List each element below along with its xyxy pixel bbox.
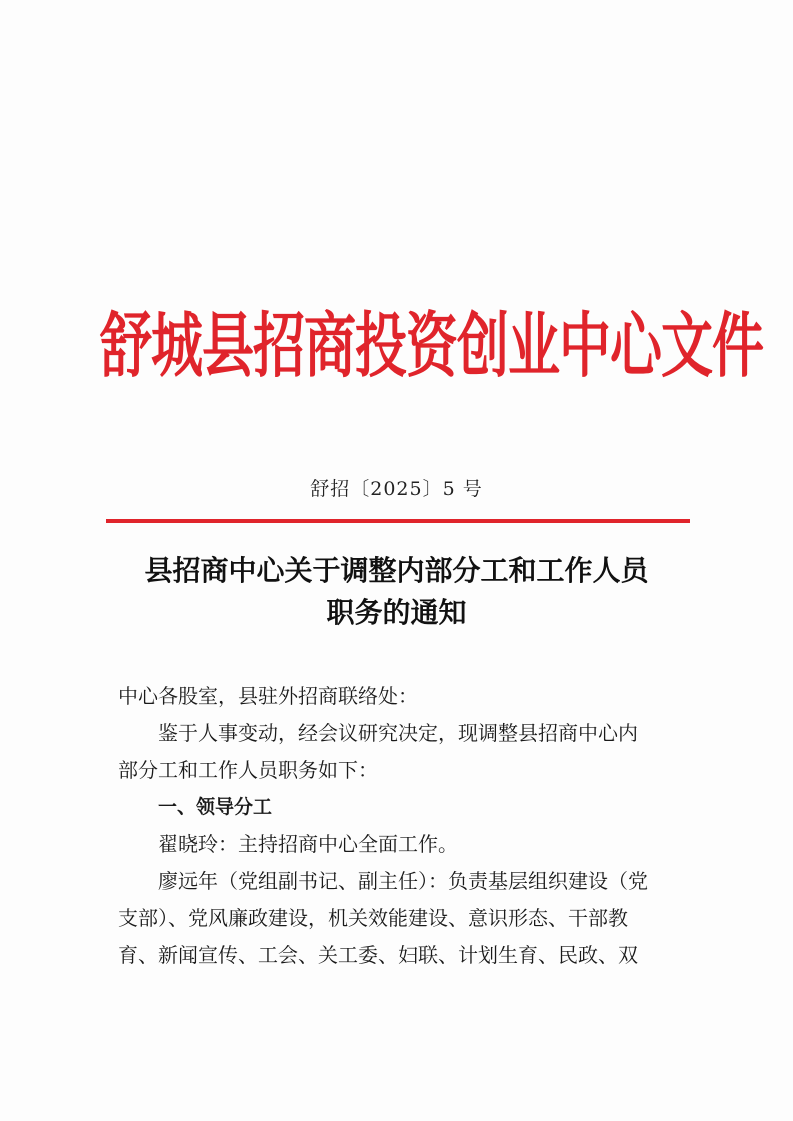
duty-paragraph-2-line-3: 育、新闻宣传、工会、关工委、妇联、计划生育、民政、双 — [118, 943, 638, 967]
intro-paragraph-line-1: 鉴于人事变动，经会议研究决定，现调整县招商中心内 — [158, 721, 638, 745]
notice-title — [0, 550, 793, 634]
notice-body — [118, 678, 693, 974]
notice-title-line-2: 职务的通知 — [326, 596, 467, 629]
salutation: 中心各股室，县驻外招商联络处： — [118, 684, 418, 708]
red-divider-line — [106, 519, 690, 523]
duty-paragraph-2-line-2: 支部）、党风廉政建设，机关效能建设、意识形态、干部教 — [118, 906, 628, 930]
issuer-red-header: 舒城县招商投资创业中心文件 — [100, 305, 764, 388]
document-number: 舒招〔2025〕5 号 — [310, 478, 483, 500]
duty-paragraph-1: 翟晓玲：主持招商中心全面工作。 — [158, 832, 458, 856]
notice-title-line-1: 县招商中心关于调整内部分工和工作人员 — [144, 554, 649, 587]
duty-paragraph-2-line-1: 廖远年（党组副书记、副主任）：负责基层组织建设（党 — [158, 869, 648, 893]
section-heading-leadership: 一、领导分工 — [158, 796, 273, 818]
intro-paragraph-line-2: 部分工和工作人员职务如下： — [118, 758, 378, 782]
